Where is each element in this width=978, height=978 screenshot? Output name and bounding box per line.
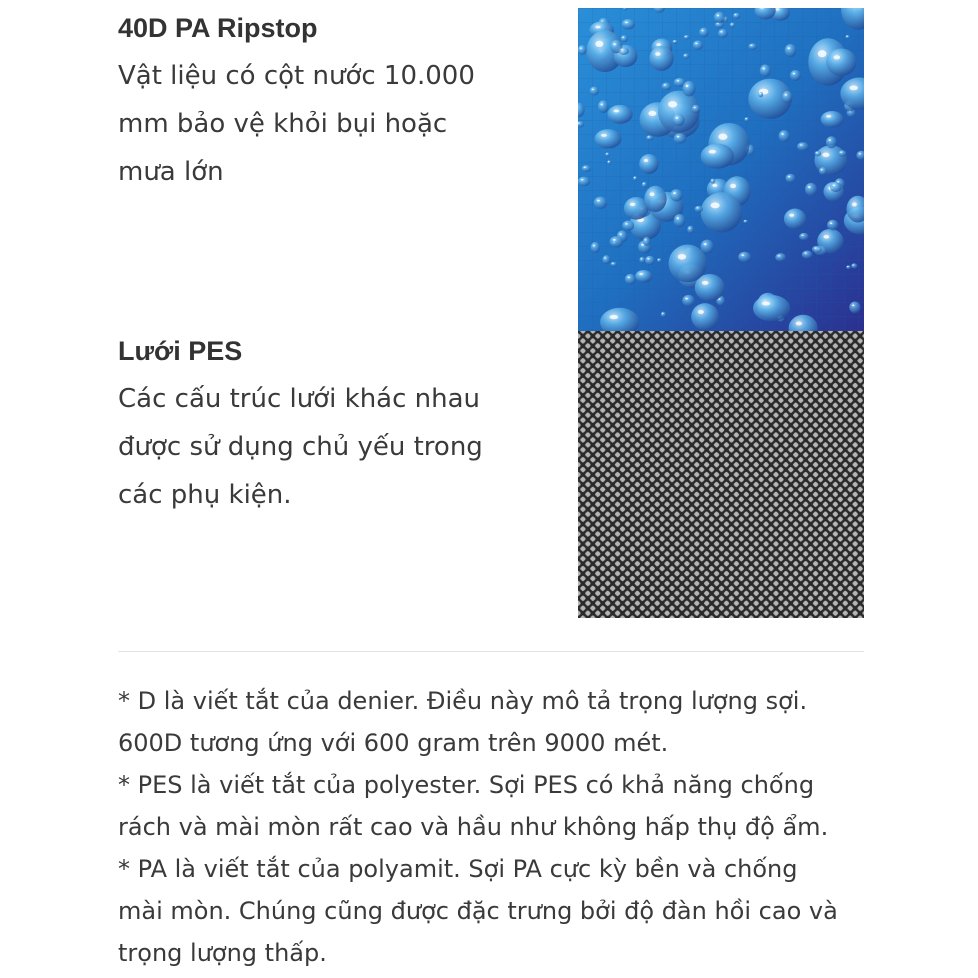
water-droplet bbox=[830, 182, 842, 192]
droplet-highlight bbox=[762, 302, 770, 306]
water-droplet bbox=[785, 174, 795, 183]
droplet-highlight bbox=[711, 179, 713, 180]
water-droplet bbox=[669, 245, 707, 283]
droplet-highlight bbox=[581, 179, 584, 180]
droplet-highlight bbox=[639, 273, 643, 275]
water-droplet bbox=[797, 142, 809, 151]
water-droplet bbox=[851, 263, 857, 268]
droplet-highlight bbox=[676, 217, 679, 219]
droplet-highlight bbox=[744, 220, 746, 221]
droplet-highlight bbox=[685, 298, 688, 300]
water-droplet bbox=[643, 237, 651, 246]
droplet-highlight bbox=[796, 321, 802, 325]
water-droplet bbox=[743, 220, 748, 223]
water-droplet bbox=[849, 302, 860, 314]
droplet-highlight bbox=[613, 43, 616, 45]
droplet-highlight bbox=[704, 243, 707, 245]
droplet-highlight bbox=[658, 259, 660, 260]
droplet-highlight bbox=[622, 37, 624, 38]
droplet-highlight bbox=[600, 103, 602, 105]
droplet-highlight bbox=[613, 239, 616, 241]
droplet-highlight bbox=[852, 202, 857, 206]
droplet-highlight bbox=[673, 192, 676, 194]
water-droplet bbox=[633, 176, 637, 181]
footnote-line: * D là viết tắt của denier. Điều này mô tả trọng lượng sợi. bbox=[118, 687, 808, 715]
droplet-highlight bbox=[698, 310, 704, 314]
water-droplet bbox=[618, 47, 629, 54]
droplet-highlight bbox=[816, 152, 818, 153]
water-droplet bbox=[621, 35, 628, 42]
droplet-highlight bbox=[647, 258, 649, 259]
water-droplet bbox=[670, 189, 683, 201]
droplet-highlight bbox=[829, 139, 831, 141]
droplet-highlight bbox=[668, 101, 677, 107]
droplet-highlight bbox=[648, 111, 656, 116]
droplet-highlight bbox=[643, 183, 645, 184]
droplet-highlight bbox=[709, 150, 716, 154]
water-droplet bbox=[682, 81, 695, 97]
water-droplet bbox=[644, 186, 666, 212]
droplet-highlight bbox=[778, 255, 780, 256]
droplet-highlight bbox=[644, 159, 648, 162]
droplet-highlight bbox=[712, 184, 717, 187]
water-droplet bbox=[684, 35, 690, 39]
droplet-highlight bbox=[619, 233, 621, 235]
ripstop-fabric-image bbox=[578, 8, 864, 331]
droplet-highlight bbox=[648, 136, 650, 137]
water-droplet bbox=[701, 144, 734, 169]
droplet-highlight bbox=[645, 239, 647, 240]
droplet-highlight bbox=[821, 169, 823, 170]
water-droplet bbox=[790, 70, 801, 81]
water-droplet bbox=[673, 114, 685, 126]
water-droplet bbox=[646, 135, 653, 140]
droplet-highlight bbox=[824, 235, 830, 239]
water-droplet bbox=[607, 160, 611, 164]
water-droplet bbox=[590, 86, 599, 95]
footnote-line: trọng lượng thấp. bbox=[118, 939, 327, 967]
water-droplet bbox=[812, 246, 822, 253]
droplet-highlight bbox=[608, 161, 610, 162]
water-droplet bbox=[595, 129, 622, 148]
water-droplet bbox=[782, 91, 792, 103]
water-droplet bbox=[674, 133, 687, 143]
water-droplet bbox=[625, 274, 636, 285]
droplet-highlight bbox=[808, 186, 811, 188]
droplet-highlight bbox=[650, 192, 655, 196]
water-droplet bbox=[578, 45, 587, 55]
droplet-highlight bbox=[846, 36, 848, 37]
droplet-highlight bbox=[830, 222, 833, 224]
droplet-highlight bbox=[833, 184, 836, 186]
droplet-highlight bbox=[762, 68, 764, 70]
water-droplet bbox=[635, 270, 652, 283]
droplet-highlight bbox=[775, 8, 779, 11]
droplet-highlight bbox=[745, 118, 747, 119]
droplet-highlight bbox=[592, 89, 594, 90]
material-ripstop bbox=[118, 8, 558, 196]
droplet-highlight bbox=[612, 263, 614, 264]
droplet-highlight bbox=[678, 254, 686, 260]
droplet-highlight bbox=[781, 133, 783, 135]
droplet-highlight bbox=[614, 110, 620, 113]
droplet-highlight bbox=[677, 80, 680, 81]
droplet-highlight bbox=[686, 85, 689, 87]
water-droplet bbox=[826, 136, 837, 148]
droplet-highlight bbox=[694, 107, 696, 108]
droplet-highlight bbox=[593, 245, 595, 247]
footnote-line: * PES là viết tắt của polyester. Sợi PES có khả năng chống bbox=[118, 771, 815, 799]
water-droplet bbox=[846, 265, 851, 269]
droplet-highlight bbox=[800, 144, 803, 145]
water-droplet bbox=[775, 253, 786, 261]
water-droplet bbox=[661, 82, 671, 90]
droplet-highlight bbox=[628, 277, 630, 279]
droplet-highlight bbox=[580, 48, 582, 49]
droplet-highlight bbox=[677, 136, 680, 138]
droplet-highlight bbox=[759, 93, 761, 94]
water-droplet bbox=[819, 167, 827, 175]
footnote-line: mài mòn. Chúng cũng được đặc trưng bởi độ đàn hồi cao và bbox=[118, 897, 838, 925]
section-divider bbox=[118, 651, 864, 652]
droplet-highlight bbox=[634, 177, 636, 178]
water-droplet bbox=[602, 255, 610, 264]
droplet-highlight bbox=[630, 203, 635, 206]
water-droplet bbox=[784, 209, 806, 230]
description-line: Các cấu trúc lưới khác nhau bbox=[118, 384, 481, 414]
droplet-highlight bbox=[793, 73, 795, 75]
droplet-highlight bbox=[684, 54, 686, 55]
droplet-highlight bbox=[595, 41, 603, 47]
water-droplet bbox=[642, 182, 648, 188]
water-droplet bbox=[785, 44, 797, 57]
water-droplet bbox=[827, 220, 838, 231]
droplet-highlight bbox=[826, 115, 831, 117]
water-droplet bbox=[695, 206, 703, 213]
material-description bbox=[118, 52, 558, 196]
droplet-highlight bbox=[584, 167, 586, 168]
water-droplet bbox=[738, 252, 751, 263]
water-droplet bbox=[758, 92, 763, 97]
droplet-highlight bbox=[662, 313, 664, 314]
water-droplet bbox=[760, 64, 771, 77]
water-droplet bbox=[578, 177, 590, 187]
water-droplet bbox=[805, 183, 817, 196]
water-droplet bbox=[838, 150, 846, 156]
droplet-highlight bbox=[685, 36, 687, 37]
droplet-highlight bbox=[859, 153, 861, 154]
droplet-highlight bbox=[750, 45, 752, 46]
water-droplet bbox=[710, 178, 715, 183]
water-droplet bbox=[622, 19, 636, 29]
water-droplet bbox=[699, 27, 709, 37]
droplet-highlight bbox=[804, 253, 806, 254]
water-droplet bbox=[672, 40, 678, 44]
droplet-highlight bbox=[597, 200, 600, 202]
droplet-highlight bbox=[785, 94, 787, 96]
droplet-highlight bbox=[814, 247, 816, 248]
water-droplet bbox=[802, 250, 813, 258]
droplet-highlight bbox=[787, 47, 790, 49]
water-droplet bbox=[701, 192, 742, 232]
droplet-highlight bbox=[822, 153, 829, 157]
droplet-highlight bbox=[656, 43, 661, 46]
droplet-highlight bbox=[695, 43, 697, 44]
droplet-highlight bbox=[853, 264, 855, 265]
water-droplet bbox=[718, 29, 728, 38]
water-droplet bbox=[714, 12, 725, 24]
description-line: mưa lớn bbox=[118, 157, 224, 187]
footnote-line: 600D tương ứng với 600 gram trên 9000 mét. bbox=[118, 729, 669, 757]
water-droplet bbox=[691, 303, 719, 330]
water-droplet bbox=[744, 117, 749, 122]
droplet-highlight bbox=[702, 281, 709, 285]
water-droplet bbox=[598, 100, 609, 113]
material-description bbox=[118, 375, 558, 519]
droplet-highlight bbox=[849, 86, 857, 91]
droplet-highlight bbox=[789, 214, 794, 217]
water-droplet bbox=[799, 233, 809, 241]
description-line: mm bảo vệ khỏi bụi hoặc bbox=[118, 109, 448, 139]
droplet-highlight bbox=[818, 50, 827, 57]
water-droplet bbox=[814, 151, 821, 156]
droplet-highlight bbox=[741, 254, 744, 256]
water-droplet bbox=[821, 111, 844, 128]
droplet-highlight bbox=[604, 257, 606, 258]
droplet-highlight bbox=[621, 49, 623, 50]
water-droplet bbox=[693, 40, 703, 50]
droplet-highlight bbox=[717, 15, 719, 17]
water-droplet bbox=[674, 214, 686, 227]
description-line: được sử dụng chủ yếu trong bbox=[118, 432, 483, 462]
droplet-highlight bbox=[674, 40, 676, 41]
droplet-highlight bbox=[711, 202, 720, 208]
droplet-highlight bbox=[731, 23, 733, 24]
water-droplet bbox=[682, 295, 695, 306]
water-droplet bbox=[610, 236, 624, 247]
water-droplet bbox=[605, 152, 610, 156]
water-droplet bbox=[645, 256, 655, 265]
water-droplet bbox=[607, 105, 632, 124]
droplet-highlight bbox=[641, 258, 643, 259]
water-droplet bbox=[610, 262, 617, 267]
droplet-highlight bbox=[847, 266, 849, 267]
droplet-highlight bbox=[675, 117, 678, 119]
water-droplet bbox=[845, 35, 850, 39]
footnote-line: * PA là viết tắt của polyamit. Sợi PA cực kỳ bền và chống bbox=[118, 855, 798, 883]
droplet-highlight bbox=[720, 31, 722, 32]
mesh-fabric-image bbox=[578, 331, 864, 618]
droplet-highlight bbox=[664, 84, 666, 85]
water-droplet bbox=[692, 105, 701, 113]
droplet-highlight bbox=[595, 26, 600, 29]
droplet-highlight bbox=[625, 223, 628, 225]
droplet-highlight bbox=[701, 30, 703, 31]
material-title: 40D PA Ripstop bbox=[118, 13, 318, 43]
water-droplet bbox=[730, 22, 736, 27]
water-droplet bbox=[657, 258, 662, 263]
droplet-highlight bbox=[655, 52, 660, 56]
droplet-highlight bbox=[625, 22, 628, 24]
footnotes bbox=[118, 680, 878, 974]
water-droplet bbox=[661, 312, 666, 318]
droplet-highlight bbox=[735, 14, 737, 15]
water-droplet bbox=[582, 165, 591, 172]
water-droplet bbox=[779, 130, 790, 142]
water-droplet bbox=[753, 295, 790, 321]
water-droplet bbox=[748, 43, 757, 50]
water-droplet bbox=[639, 257, 645, 263]
droplet-highlight bbox=[840, 152, 842, 153]
water-droplet bbox=[733, 13, 741, 19]
droplet-highlight bbox=[852, 304, 855, 306]
footnote-line: rách và mài mòn rất cao và hầu như không hấp thụ độ ẩm. bbox=[118, 813, 829, 841]
droplet-highlight bbox=[606, 153, 608, 154]
droplet-highlight bbox=[801, 235, 803, 236]
droplet-highlight bbox=[689, 228, 691, 229]
droplet-highlight bbox=[788, 176, 790, 177]
water-droplet bbox=[683, 53, 690, 58]
water-droplet bbox=[639, 154, 658, 174]
water-droplet bbox=[687, 226, 694, 234]
droplet-highlight bbox=[717, 23, 719, 24]
water-droplet bbox=[622, 220, 634, 230]
droplet-highlight bbox=[833, 55, 840, 59]
water-droplet bbox=[591, 242, 601, 253]
droplet-highlight bbox=[609, 315, 618, 319]
description-line: các phụ kiện. bbox=[118, 480, 292, 510]
water-droplet bbox=[649, 46, 673, 71]
water-droplet bbox=[826, 48, 856, 75]
droplet-highlight bbox=[718, 134, 727, 140]
material-title: Lưới PES bbox=[118, 336, 243, 366]
droplet-highlight bbox=[601, 134, 607, 137]
droplet-highlight bbox=[697, 207, 699, 208]
description-line: Vật liệu có cột nước 10.000 bbox=[118, 61, 475, 91]
water-droplet bbox=[594, 197, 608, 209]
material-mesh bbox=[118, 331, 558, 519]
droplet-highlight bbox=[730, 184, 736, 188]
